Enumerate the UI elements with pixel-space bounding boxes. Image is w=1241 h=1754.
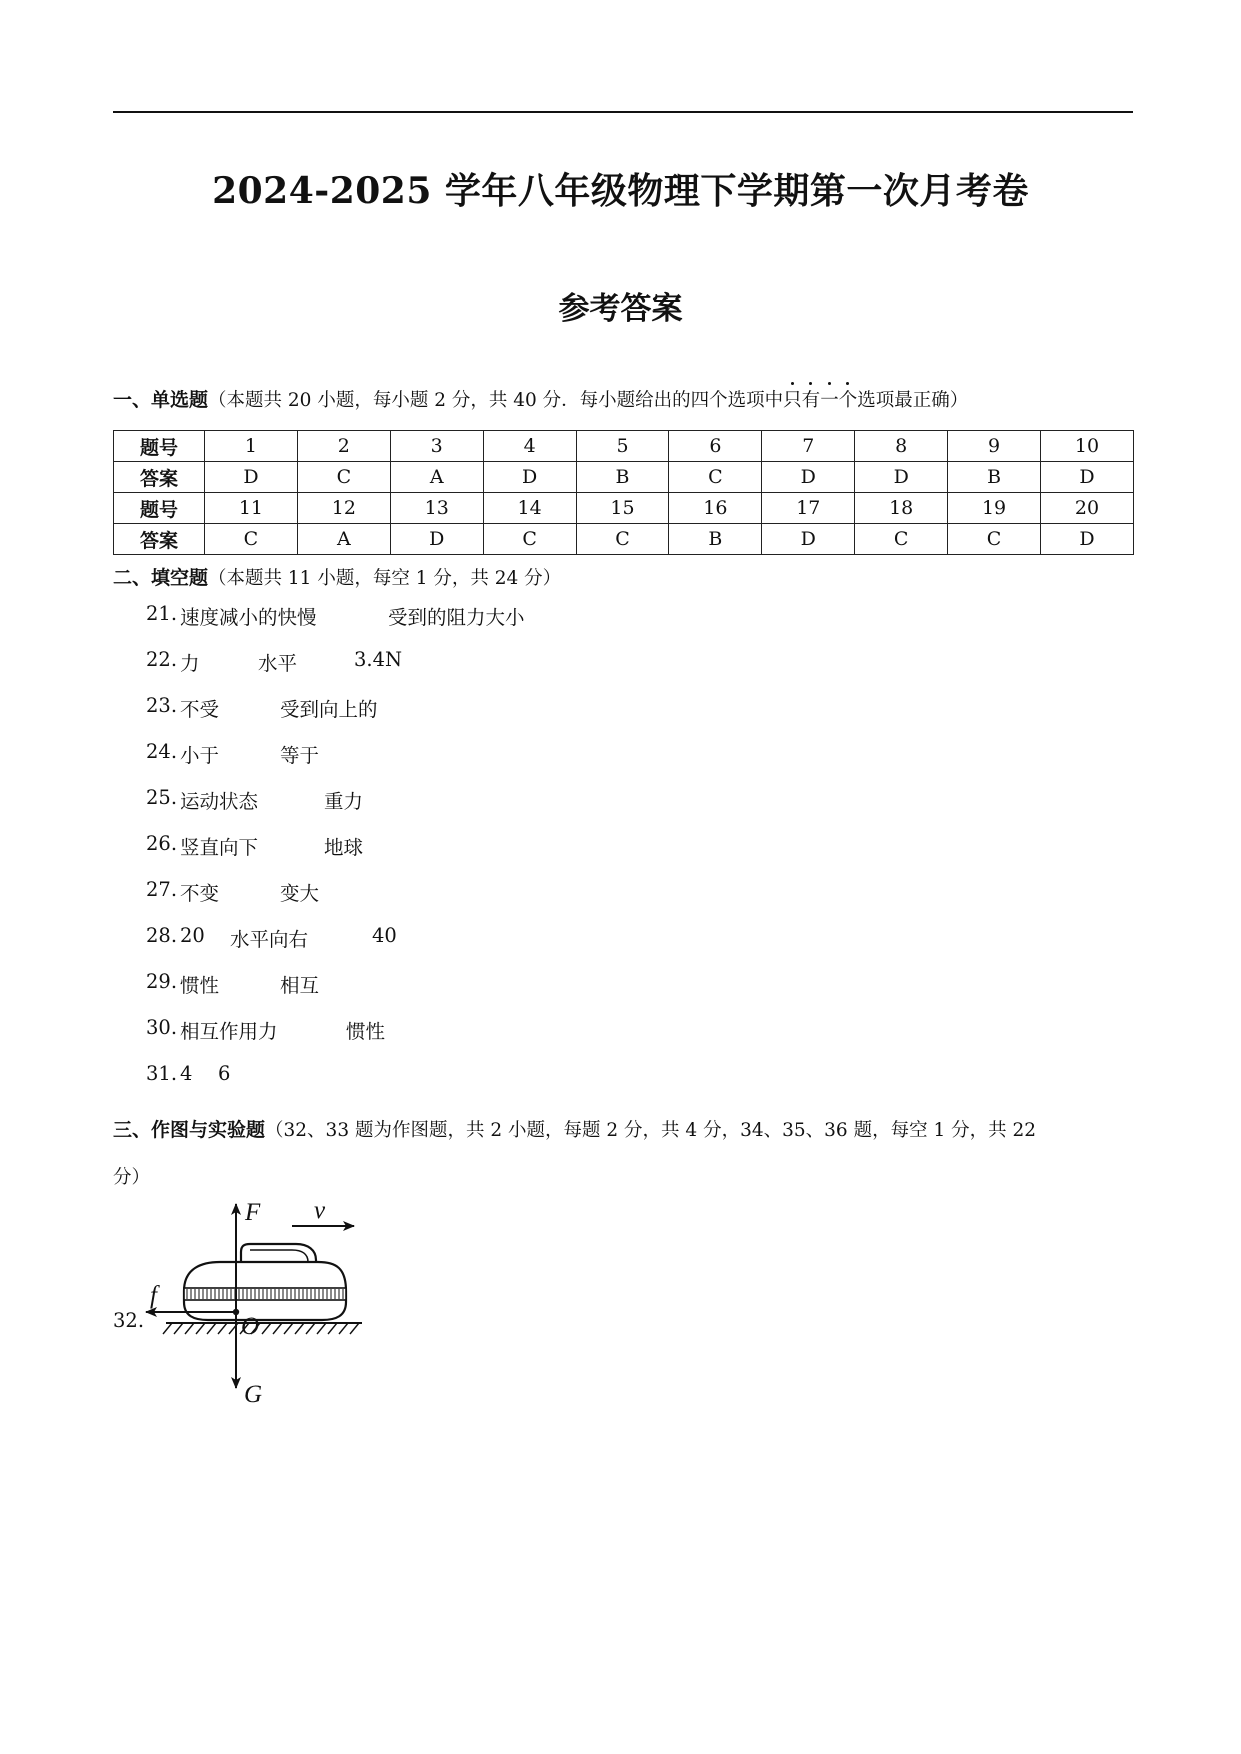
answer-cell: C xyxy=(669,462,762,493)
answer-cell: A xyxy=(390,462,483,493)
table-row-answers-2 xyxy=(114,524,1134,555)
question-number: 3 xyxy=(390,431,483,462)
question-number: 10 xyxy=(1041,431,1134,462)
answer-cell: C xyxy=(297,462,390,493)
label-f-support: F xyxy=(245,1199,261,1226)
answer-blank: 惯性 xyxy=(180,974,220,997)
answer-cell: C xyxy=(205,524,298,555)
answer-blank: 20 xyxy=(180,924,205,947)
label-g: G xyxy=(244,1381,263,1408)
question-number: 12 xyxy=(297,493,390,524)
question-number: 4 xyxy=(483,431,576,462)
answer-cell: C xyxy=(855,524,948,555)
answer-blank: 相互 xyxy=(280,974,320,997)
item-number: 27. xyxy=(146,878,178,901)
answer-blank: 受到向上的 xyxy=(280,698,378,721)
label-f-friction: f xyxy=(150,1282,157,1309)
answer-blank: 竖直向下 xyxy=(180,836,259,859)
answer-blank: 3.4N xyxy=(354,648,403,671)
label-v: v xyxy=(314,1198,326,1224)
answer-blank: 地球 xyxy=(324,836,364,859)
question-number: 19 xyxy=(948,493,1041,524)
item-number: 21. xyxy=(146,602,178,625)
answer-cell: B xyxy=(669,524,762,555)
answer-cell: D xyxy=(762,462,855,493)
answer-blank: 不变 xyxy=(180,882,220,905)
answer-table xyxy=(113,430,1134,555)
curling-stone-force-diagram xyxy=(140,1198,420,1408)
row-label-answer: 答案 xyxy=(114,524,205,555)
label-o: O xyxy=(241,1313,260,1340)
answer-blank: 4 xyxy=(180,1062,193,1085)
question-number: 17 xyxy=(762,493,855,524)
answer-cell: A xyxy=(297,524,390,555)
section3-note-line1: （32、33 题为作图题，共 2 小题，每题 2 分，共 4 分，34、35、36 题，每空 1 分，共 22 xyxy=(265,1120,1037,1141)
item-number: 29. xyxy=(146,970,178,993)
item-number: 28. xyxy=(146,924,178,947)
section3-title: 三、作图与实验题 xyxy=(113,1119,266,1141)
answer-cell: D xyxy=(855,462,948,493)
answer-cell: C xyxy=(483,524,576,555)
question-number: 1 xyxy=(205,431,298,462)
question-number: 8 xyxy=(855,431,948,462)
section2-title: 二、填空题 xyxy=(113,567,209,589)
item-number: 31. xyxy=(146,1062,178,1085)
answer-cell: D xyxy=(390,524,483,555)
answer-cell: D xyxy=(205,462,298,493)
section1-title: 一、单选题 xyxy=(113,389,209,411)
question-number: 5 xyxy=(576,431,669,462)
row-label-answer: 答案 xyxy=(114,462,205,493)
answer-blank: 6 xyxy=(218,1062,231,1085)
answer-cell: B xyxy=(948,462,1041,493)
question-number: 18 xyxy=(855,493,948,524)
section3-heading-cont xyxy=(113,1163,150,1189)
emphasis-char: 个 xyxy=(838,390,858,411)
row-label-number: 题号 xyxy=(114,493,205,524)
section2-heading xyxy=(113,563,561,590)
section3-note-line2: 分） xyxy=(113,1167,151,1188)
item-number: 23. xyxy=(146,694,178,717)
answer-blank: 受到的阻力大小 xyxy=(388,606,525,629)
item-number: 30. xyxy=(146,1016,178,1039)
emphasis-char: 一 xyxy=(820,390,839,411)
curling-stone xyxy=(184,1244,346,1320)
answer-blank: 水平 xyxy=(258,652,298,675)
answer-blank: 不受 xyxy=(180,698,220,721)
answer-blank: 力 xyxy=(180,652,200,675)
item-number: 22. xyxy=(146,648,178,671)
question-number: 16 xyxy=(669,493,762,524)
answer-cell: D xyxy=(1041,524,1134,555)
answer-cell: C xyxy=(948,524,1041,555)
question-number: 15 xyxy=(576,493,669,524)
section1-note-prefix: （本题共 20 小题，每小题 2 分，共 40 分．每小题给出的四个选项中 xyxy=(208,390,784,411)
answer-cell: C xyxy=(576,524,669,555)
answer-cell: D xyxy=(483,462,576,493)
question-number: 14 xyxy=(483,493,576,524)
answer-blank: 等于 xyxy=(280,744,320,767)
question-number: 13 xyxy=(390,493,483,524)
table-row-numbers-2 xyxy=(114,493,1134,524)
question-number: 7 xyxy=(762,431,855,462)
answer-blank: 速度减小的快慢 xyxy=(180,606,317,629)
answer-blank: 40 xyxy=(372,924,397,947)
answer-blank: 变大 xyxy=(280,882,320,905)
question-number: 9 xyxy=(948,431,1041,462)
question-number: 6 xyxy=(669,431,762,462)
answer-blank: 重力 xyxy=(324,790,364,813)
table-row-numbers-1 xyxy=(114,431,1134,462)
question-number: 11 xyxy=(205,493,298,524)
answer-blank: 运动状态 xyxy=(180,790,259,813)
question-number: 2 xyxy=(297,431,390,462)
section2-note: （本题共 11 小题，每空 1 分，共 24 分） xyxy=(208,568,562,589)
table-row-answers-1 xyxy=(114,462,1134,493)
item-number: 24. xyxy=(146,740,178,763)
emphasis-char: 只 xyxy=(783,390,802,411)
answer-cell: D xyxy=(762,524,855,555)
item-number: 25. xyxy=(146,786,178,809)
section1-heading xyxy=(113,385,968,412)
answer-cell: B xyxy=(576,462,669,493)
ground-surface xyxy=(163,1323,362,1334)
top-rule xyxy=(113,111,1133,113)
item-number: 26. xyxy=(146,832,178,855)
page-subtitle: 参考答案 xyxy=(558,291,683,327)
answer-blank: 惯性 xyxy=(346,1020,386,1043)
row-label-number: 题号 xyxy=(114,431,205,462)
answer-blank: 相互作用力 xyxy=(180,1020,278,1043)
question-32-number: 32. xyxy=(113,1309,145,1332)
question-number: 20 xyxy=(1041,493,1134,524)
page-title: 2024-2025 学年八年级物理下学期第一次月考卷 xyxy=(212,170,1029,212)
answer-blank: 水平向右 xyxy=(230,928,309,951)
section3-heading xyxy=(113,1115,1036,1142)
center-point-o xyxy=(233,1309,239,1315)
answer-blank: 小于 xyxy=(180,744,220,767)
section1-note-suffix: 选项最正确） xyxy=(857,390,969,411)
emphasis-char: 有 xyxy=(801,390,821,411)
answer-cell: D xyxy=(1041,462,1134,493)
